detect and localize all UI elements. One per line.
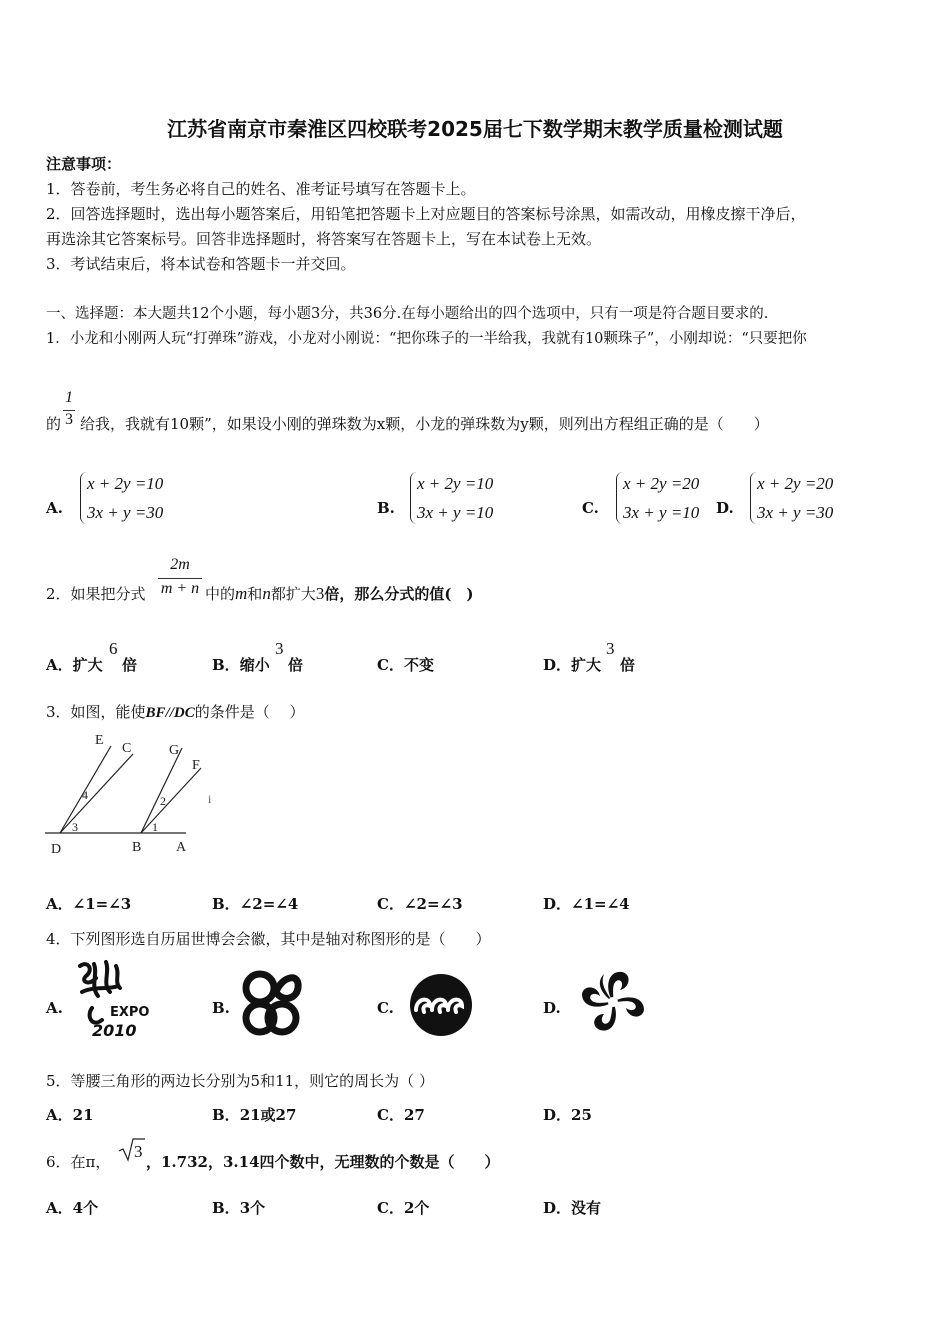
section-heading: 一、选择题：本大题共12个小题，每小题3分，共36分.在每小题给出的四个选项中，只有一项是符合题目要求的. (46, 306, 769, 322)
angle-3: 3 (72, 820, 78, 834)
q2-option-a-number: 6 (109, 639, 118, 658)
q4-option-a-logo (72, 956, 154, 1038)
q4-stem: 4．下列图形选自历届世博会会徽，其中是轴对称图形的是（ ） (46, 930, 491, 948)
q4-option-b-label: B. (212, 999, 230, 1017)
q5-option-c: C．27 (377, 1106, 425, 1124)
angle-4: 4 (82, 788, 88, 802)
label-g: G (169, 743, 180, 758)
notice-heading: 注意事项： (46, 155, 122, 173)
q1-option-b-system: x + 2y =10 3x + y =10 (417, 474, 494, 522)
q6-stem-post: ，1.732，3.14四个数中，无理数的个数是（ ） (146, 1153, 500, 1171)
notice-item-1: 1．答卷前，考生务必将自己的姓名、准考证号填写在答题卡上。 (46, 180, 476, 198)
q4-option-b-logo (238, 966, 308, 1040)
q1-option-b-brace (410, 472, 417, 524)
notice-item-2-cont: 再选涂其它答案标号。回答非选择题时，将答案写在答题卡上，写在本试卷上无效。 (46, 230, 602, 248)
q1-option-d-system: x + 2y =20 3x + y =30 (757, 474, 834, 522)
angle-2: 2 (160, 794, 166, 808)
q3-option-c: C．∠2=∠3 (377, 895, 463, 913)
svg-text:2010: 2010 (92, 1021, 137, 1038)
q6-option-a: A．4个 (46, 1199, 99, 1217)
label-b: B (132, 840, 142, 855)
q4-option-a-label: A. (46, 999, 63, 1017)
q3-option-a: A．∠1=∠3 (46, 895, 132, 913)
q2-frac-den: m + n (160, 580, 200, 597)
label-a: A (176, 840, 187, 855)
line-dc (60, 754, 133, 833)
q2-option-a-suffix: 倍 (122, 656, 138, 674)
q3-option-d: D．∠1=∠4 (543, 895, 630, 913)
q3-stem: 3．如图，能使BF//DC的条件是（ ） (46, 703, 305, 721)
line-bf (141, 768, 201, 833)
q5-stem: 5．等腰三角形的两边长分别为5和11，则它的周长为（ ） (46, 1072, 434, 1090)
q1-stem-line1: 1．小龙和小刚两人玩“打弹珠”游戏，小龙对小刚说：“把你珠子的一半给我，我就有10颗珠子”，小刚却说：“只要把你 (46, 331, 807, 347)
q1-option-a-label: A. (46, 499, 63, 517)
notice-item-3: 3．考试结束后，将本试卷和答题卡一并交回。 (46, 255, 356, 273)
q2-option-b-suffix: 倍 (288, 656, 304, 674)
q5-option-b: B．21或27 (212, 1106, 297, 1124)
svg-text:EXPO: EXPO (110, 1005, 150, 1020)
q1-option-c-brace (616, 472, 623, 524)
q5-option-a: A．21 (46, 1106, 94, 1124)
line-bg (141, 748, 182, 833)
q2-stem-pre: 2．如果把分式 (46, 585, 146, 603)
q1-option-d-label: D. (716, 499, 734, 517)
q1-stem-pre: 的 (46, 415, 62, 433)
q1-option-a-brace (80, 472, 87, 524)
q2-stem-mid: 中的m和n都扩大3倍，那么分式的值( ) (205, 584, 474, 603)
q1-option-b-label: B. (377, 499, 395, 517)
q1-frac-den: 3 (65, 411, 73, 428)
q6-sqrt3 (118, 1137, 146, 1163)
svg-text:3: 3 (134, 1142, 143, 1161)
q1-option-d-brace (750, 472, 757, 524)
q6-option-b: B．3个 (212, 1199, 266, 1217)
q4-option-d-logo (574, 966, 652, 1038)
angle-1: 1 (152, 820, 158, 834)
q1-stem-post: 给我，我就有10颗”，如果设小刚的弹珠数为x颗，小龙的弹珠数为y颗，则列出方程组正确的是（ ） (80, 415, 769, 433)
q6-option-c: C．2个 (377, 1199, 430, 1217)
q2-option-a: A．扩大 (46, 656, 103, 674)
q4-option-c-label: C. (377, 999, 394, 1017)
stray-mark: i (208, 792, 212, 806)
q5-option-d: D．25 (543, 1106, 592, 1124)
q2-option-d: D．扩大 (543, 656, 602, 674)
q2-frac-bar (158, 578, 202, 579)
q2-option-c: C．不变 (377, 656, 434, 674)
q6-option-d: D．没有 (543, 1199, 602, 1217)
q2-option-b-number: 3 (275, 639, 284, 658)
notice-item-2: 2．回答选择题时，选出每小题答案后，用铅笔把答题卡上对应题目的答案标号涂黑，如需改动，用橡皮擦干净后， (46, 205, 806, 223)
label-d: D (51, 842, 62, 857)
q1-frac-num: 1 (65, 389, 73, 406)
q3-figure (40, 732, 230, 860)
q1-option-c-label: C. (582, 499, 599, 517)
label-f: F (192, 758, 200, 773)
q2-option-d-number: 3 (606, 639, 615, 658)
q4-option-d-label: D. (543, 999, 561, 1017)
q3-option-b: B．∠2=∠4 (212, 895, 299, 913)
label-e: E (95, 733, 104, 748)
q1-option-c-system: x + 2y =20 3x + y =10 (623, 474, 700, 522)
q6-stem-pre: 6．在π， (46, 1153, 111, 1171)
page-title: 江苏省南京市秦淮区四校联考2025届七下数学期末教学质量检测试题 (167, 117, 783, 141)
q2-option-b: B．缩小 (212, 656, 270, 674)
q1-option-a-system: x + 2y =10 3x + y =30 (87, 474, 164, 522)
q4-option-c-logo (408, 972, 474, 1038)
q2-option-d-suffix: 倍 (620, 656, 636, 674)
q2-frac-num: 2m (170, 556, 190, 573)
label-c: C (122, 741, 132, 756)
